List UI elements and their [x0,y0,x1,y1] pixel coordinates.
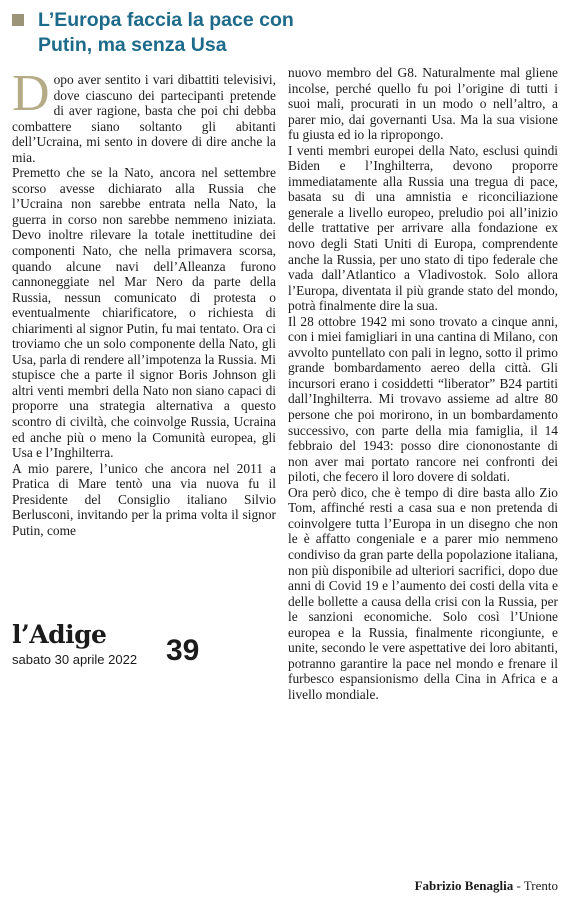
page-number: 39 [166,634,200,667]
newspaper-logo: l’Adige [12,620,107,649]
paragraph: A mio parere, l’unico che ancora nel 2011 a Pratica di Mare tentò una via nuova fu il Presidente del Consiglio italiano Silvio Berlusconi, invitando per la prima volta il signor Putin, come [12,460,276,538]
article-column-left [12,72,276,612]
paragraph: Ora però dico, che è tempo di dire basta allo Zio Tom, affinché resti a casa sua e non pretenda di coinvolgere tutta l’Europa in un disegno che non le è affatto congeniale e a parer mio nemmeno condiviso da gran parte della popolazione italiana, non più disponibile ad ulteriori sacrifici, dopo due anni di Covid 19 e l’aumento dei costi della vita e delle bollette a causa della crisi con la Russia, per le sanzioni economiche. Solo così l’Unione europea e la Russia, finalmente ricongiunte, e unite, secondo le vere aspettative dei loro abitanti, potranno garantire la pace nel mondo e frenare il furbesco espansionismo della Cina in Africa e a livello mondiale. [288,484,558,702]
article-headline: L’Europa faccia la pace con Putin, ma senza Usa [38,9,294,56]
headline-square-icon [12,14,24,26]
article-column-right [288,65,558,880]
author-name: Fabrizio Benaglia [414,878,514,893]
drop-cap: D [12,72,50,122]
paragraph: nuovo membro del G8. Naturalmente mal gliene incolse, perché quello fu poi l’origine di tutti i suoi mali, procurati in un modo o nell’altro, a parer mio, dai governanti Usa. Ma la sua visione fu giusta ed io la ripropongo. [288,65,558,143]
paragraph: Il 28 ottobre 1942 mi sono trovato a cinque anni, con i miei famigliari in una cantina di Milano, con avvolto puntellato con pali in legno, sotto il primo grande bombardamento aereo della città. Gli incursori erano i cosiddetti “liberator” B24 partiti dall’Inghilterra. Mi trovavo assieme ad altre 80 persone che poi morirono, in un bombardamento successivo, con parte della mia famiglia, il 14 febbraio del 1943: posso dire ciononostante di non aver mai portato rancore nei confronti dei piloti, che fecero il loro dovere di soldati. [288,313,558,485]
paragraph: opo aver sentito i vari dibattiti televisivi, dove ciascuno dei partecipanti pretende di aver ragione, basta che poi chi debba combattere siano soltanto gli abitanti dell’Ucraina, mi sento in dovere di dire anche la mia. [12,72,276,165]
headline-block [12,8,342,58]
paragraph: Premetto che se la Nato, ancora nel settembre scorso avesse dichiarato alla Russia che l’Ucraina non sarebbe entrata nella Nato, la guerra in corso non sarebbe nemmeno iniziata. Devo inoltre rilevare la totale inettitudine dei componenti Nato, che nella primavera scorsa, quando alcune navi dell’Alleanza furono cannoneggiate nel Mar Nero da parte della Russia, nessun comunicato di protesta o eventualmente chiarificatore, o richiesta di chiarimenti al signor Putin, fu mai tentato. Ora ci troviamo che un solo componente della Nato, gli Usa, parla di rendere all’impotenza la Russia. Mi stupisce che a parte il signor Boris Johnson gli altri venti membri della Nato non siano capaci di proporre una strategia alternativa a questo scontro di civiltà, che coinvolge Russia, Ucraina ed anche più o meno la Comunità europea, gli Usa e l’Inghilterra. [12,165,276,461]
author-signature [300,878,558,894]
paragraph: I venti membri europei della Nato, esclusi quindi Biden e l’Inghilterra, devono proporre immediatamente alla Russia una tregua di pace, basata su di una amnistia e riconciliazione generale a livello europeo, preludio poi all’inizio delle trattative per arrivare alla fondazione ex novo degli Stati Uniti di Europa, comprendente anche la Russia, per uno stato di tipo federale che vada dall’Atlantico a Vladivostok. Solo allora l’Europa, diventata il più grande stato del mondo, potrà finalmente dire la sua. [288,142,558,314]
author-place: - Trento [513,878,558,893]
masthead [12,620,272,676]
issue-date: sabato 30 aprile 2022 [12,652,138,667]
